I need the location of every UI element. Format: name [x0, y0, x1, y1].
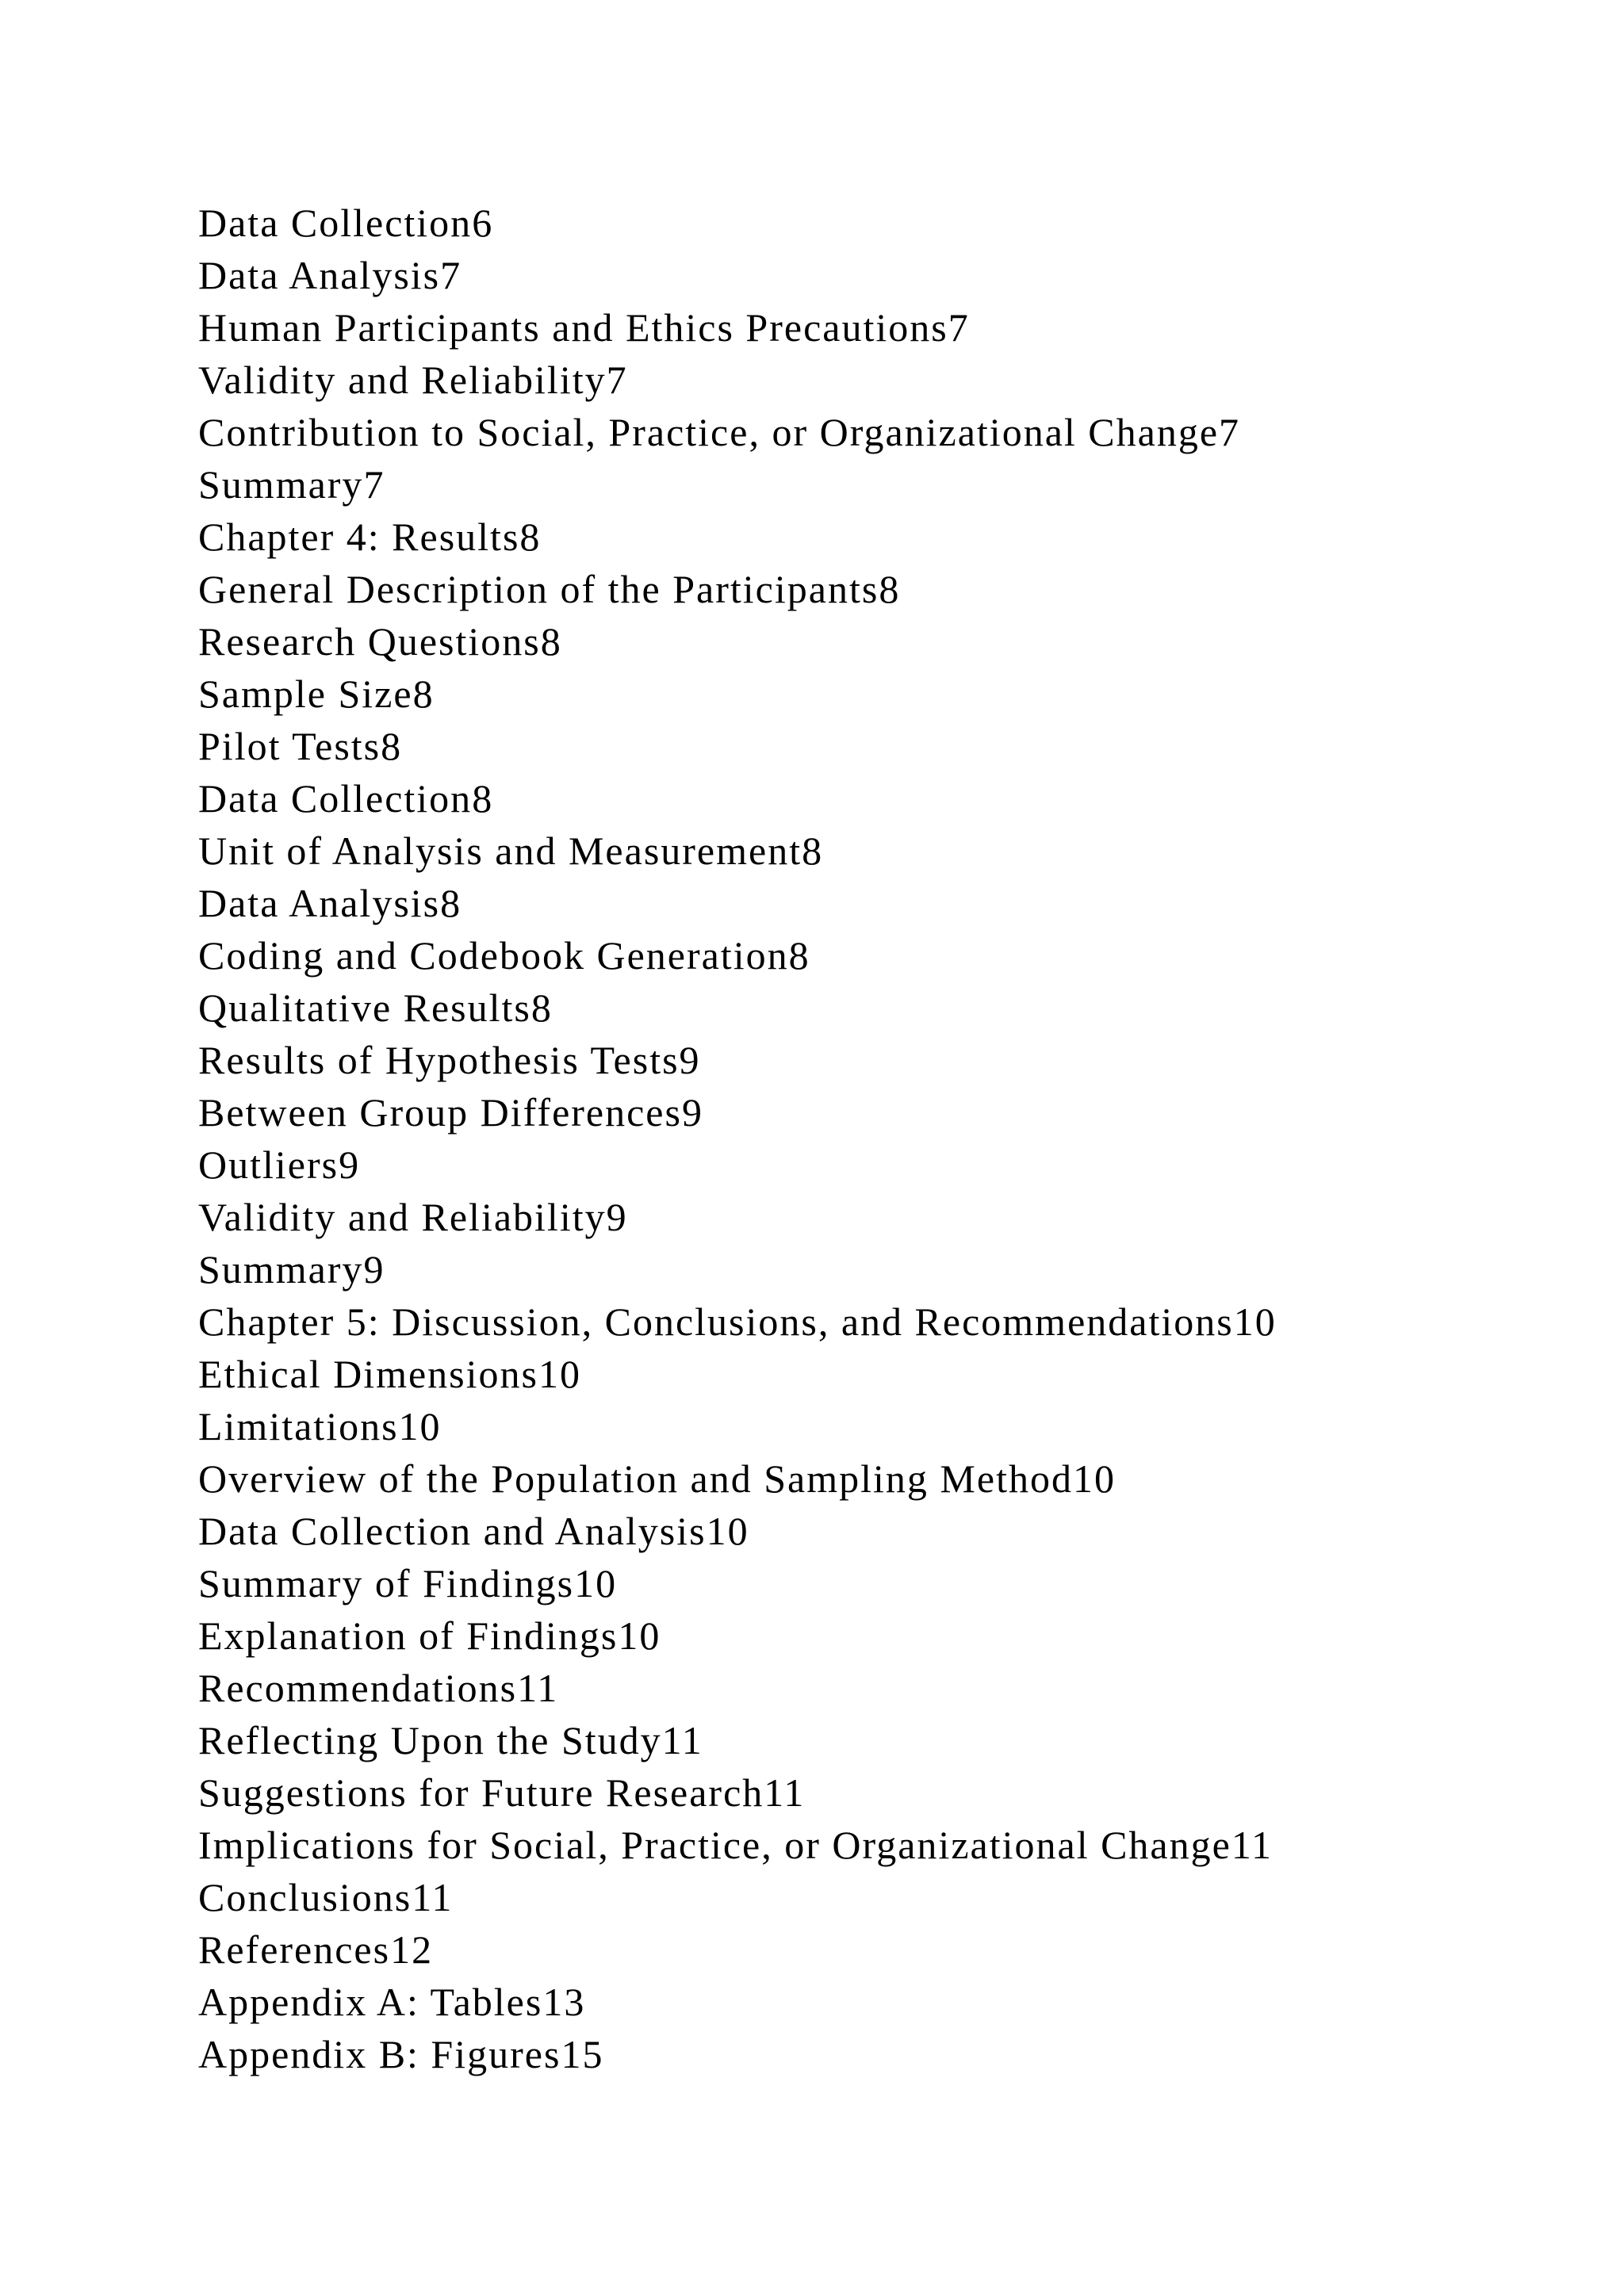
toc-entry-title: Sample Size [198, 672, 413, 716]
toc-entry-title: Data Collection and Analysis [198, 1509, 707, 1553]
toc-entry-title: Outliers [198, 1142, 339, 1187]
toc-entry-title: Human Participants and Ethics Precautions [198, 305, 948, 350]
toc-entry-title: Unit of Analysis and Measurement [198, 828, 802, 873]
toc-entry-title: Appendix B: Figures [198, 2032, 561, 2076]
toc-entry-page-number: 12 [390, 1927, 434, 1972]
toc-entry [198, 1505, 1277, 1557]
toc-entry [198, 1609, 1277, 1662]
toc-entry [198, 1191, 1277, 1243]
toc-entry-title: Research Questions [198, 619, 541, 664]
toc-entry-page-number: 10 [706, 1509, 749, 1553]
toc-entry-title: Reflecting Upon the Study [198, 1718, 662, 1762]
table-of-contents [198, 197, 1277, 2080]
toc-entry-page-number: 8 [879, 567, 901, 611]
toc-entry-page-number: 8 [788, 933, 810, 978]
toc-entry-title: General Description of the Participants [198, 567, 879, 611]
toc-entry-title: Summary [198, 1247, 364, 1292]
toc-entry [198, 1557, 1277, 1609]
toc-entry-title: Appendix A: Tables [198, 1980, 543, 2024]
toc-entry [198, 1714, 1277, 1766]
toc-entry-page-number: 7 [440, 253, 462, 297]
toc-entry-page-number: 8 [381, 724, 403, 768]
toc-entry [198, 615, 1277, 668]
toc-entry [198, 1086, 1277, 1138]
toc-entry-page-number: 7 [606, 358, 628, 402]
toc-entry-page-number: 10 [574, 1561, 618, 1605]
toc-entry [198, 1662, 1277, 1714]
toc-entry-title: Data Analysis [198, 881, 441, 925]
toc-entry-page-number: 8 [412, 672, 435, 716]
toc-entry-title: Ethical Dimensions [198, 1352, 538, 1396]
toc-entry [198, 197, 1277, 249]
toc-entry [198, 406, 1277, 458]
toc-entry-page-number: 10 [1233, 1299, 1277, 1344]
toc-entry-page-number: 9 [679, 1038, 701, 1082]
toc-entry [198, 772, 1277, 825]
toc-entry-title: Implications for Social, Practice, or Organizational Change [198, 1823, 1231, 1867]
toc-entry [198, 720, 1277, 772]
toc-entry-title: Validity and Reliability [198, 358, 607, 402]
toc-entry-title: Between Group Differences [198, 1090, 682, 1135]
toc-entry [198, 1348, 1277, 1400]
toc-entry-page-number: 7 [948, 305, 970, 350]
toc-entry-title: Results of Hypothesis Tests [198, 1038, 680, 1082]
toc-entry-title: Limitations [198, 1404, 399, 1448]
toc-entry [198, 1243, 1277, 1295]
toc-entry-page-number: 9 [339, 1142, 361, 1187]
toc-entry-title: Qualitative Results [198, 985, 531, 1030]
toc-entry [198, 929, 1277, 982]
toc-entry-page-number: 15 [561, 2032, 604, 2076]
toc-entry-page-number: 8 [530, 985, 553, 1030]
toc-entry-page-number: 11 [661, 1718, 703, 1762]
toc-entry-title: Data Collection [198, 201, 473, 245]
toc-entry-title: Data Analysis [198, 253, 441, 297]
toc-entry-page-number: 11 [764, 1770, 806, 1815]
toc-entry-title: Conclusions [198, 1875, 412, 1919]
toc-entry [198, 1923, 1277, 1976]
toc-entry-page-number: 9 [606, 1195, 628, 1239]
toc-entry-page-number: 7 [1219, 410, 1241, 454]
toc-entry-page-number: 13 [542, 1980, 586, 2024]
toc-entry [198, 1819, 1277, 1871]
toc-entry-page-number: 6 [472, 201, 494, 245]
toc-entry [198, 825, 1277, 877]
toc-entry [198, 511, 1277, 563]
toc-entry [198, 563, 1277, 615]
toc-entry-page-number: 8 [472, 776, 494, 821]
toc-entry-title: Coding and Codebook Generation [198, 933, 789, 978]
toc-entry-page-number: 10 [398, 1404, 442, 1448]
toc-entry-page-number: 11 [517, 1666, 559, 1710]
toc-entry [198, 354, 1277, 406]
toc-entry-page-number: 11 [412, 1875, 454, 1919]
toc-entry-page-number: 10 [538, 1352, 581, 1396]
toc-entry-title: Summary of Findings [198, 1561, 575, 1605]
toc-entry-page-number: 10 [1072, 1456, 1116, 1501]
toc-entry-title: References [198, 1927, 391, 1972]
toc-entry-title: Validity and Reliability [198, 1195, 607, 1239]
toc-entry-title: Chapter 5: Discussion, Conclusions, and Recommendations [198, 1299, 1234, 1344]
toc-entry [198, 458, 1277, 511]
toc-entry [198, 249, 1277, 301]
toc-entry [198, 1400, 1277, 1452]
toc-entry [198, 301, 1277, 354]
toc-entry-page-number: 8 [540, 619, 562, 664]
toc-entry-title: Explanation of Findings [198, 1613, 619, 1658]
toc-entry [198, 1452, 1277, 1505]
toc-entry-title: Recommendations [198, 1666, 518, 1710]
toc-entry [198, 1766, 1277, 1819]
toc-entry [198, 2028, 1277, 2080]
toc-entry-title: Data Collection [198, 776, 473, 821]
toc-entry [198, 1871, 1277, 1923]
toc-entry-page-number: 8 [440, 881, 462, 925]
toc-entry [198, 982, 1277, 1034]
toc-entry-page-number: 9 [363, 1247, 385, 1292]
toc-entry [198, 877, 1277, 929]
toc-entry [198, 1138, 1277, 1191]
toc-entry-page-number: 10 [618, 1613, 661, 1658]
toc-entry-title: Chapter 4: Results [198, 515, 520, 559]
toc-entry [198, 1034, 1277, 1086]
toc-entry [198, 1295, 1277, 1348]
toc-entry-page-number: 8 [802, 828, 824, 873]
toc-entry-title: Overview of the Population and Sampling Method [198, 1456, 1073, 1501]
toc-entry [198, 1976, 1277, 2028]
toc-entry-page-number: 9 [681, 1090, 703, 1135]
toc-entry-page-number: 11 [1231, 1823, 1273, 1867]
toc-entry-page-number: 7 [363, 462, 385, 507]
toc-entry-title: Contribution to Social, Practice, or Organizational Change [198, 410, 1220, 454]
toc-entry-title: Suggestions for Future Research [198, 1770, 764, 1815]
toc-entry-title: Summary [198, 462, 364, 507]
toc-entry-page-number: 8 [519, 515, 542, 559]
toc-entry [198, 668, 1277, 720]
toc-entry-title: Pilot Tests [198, 724, 381, 768]
